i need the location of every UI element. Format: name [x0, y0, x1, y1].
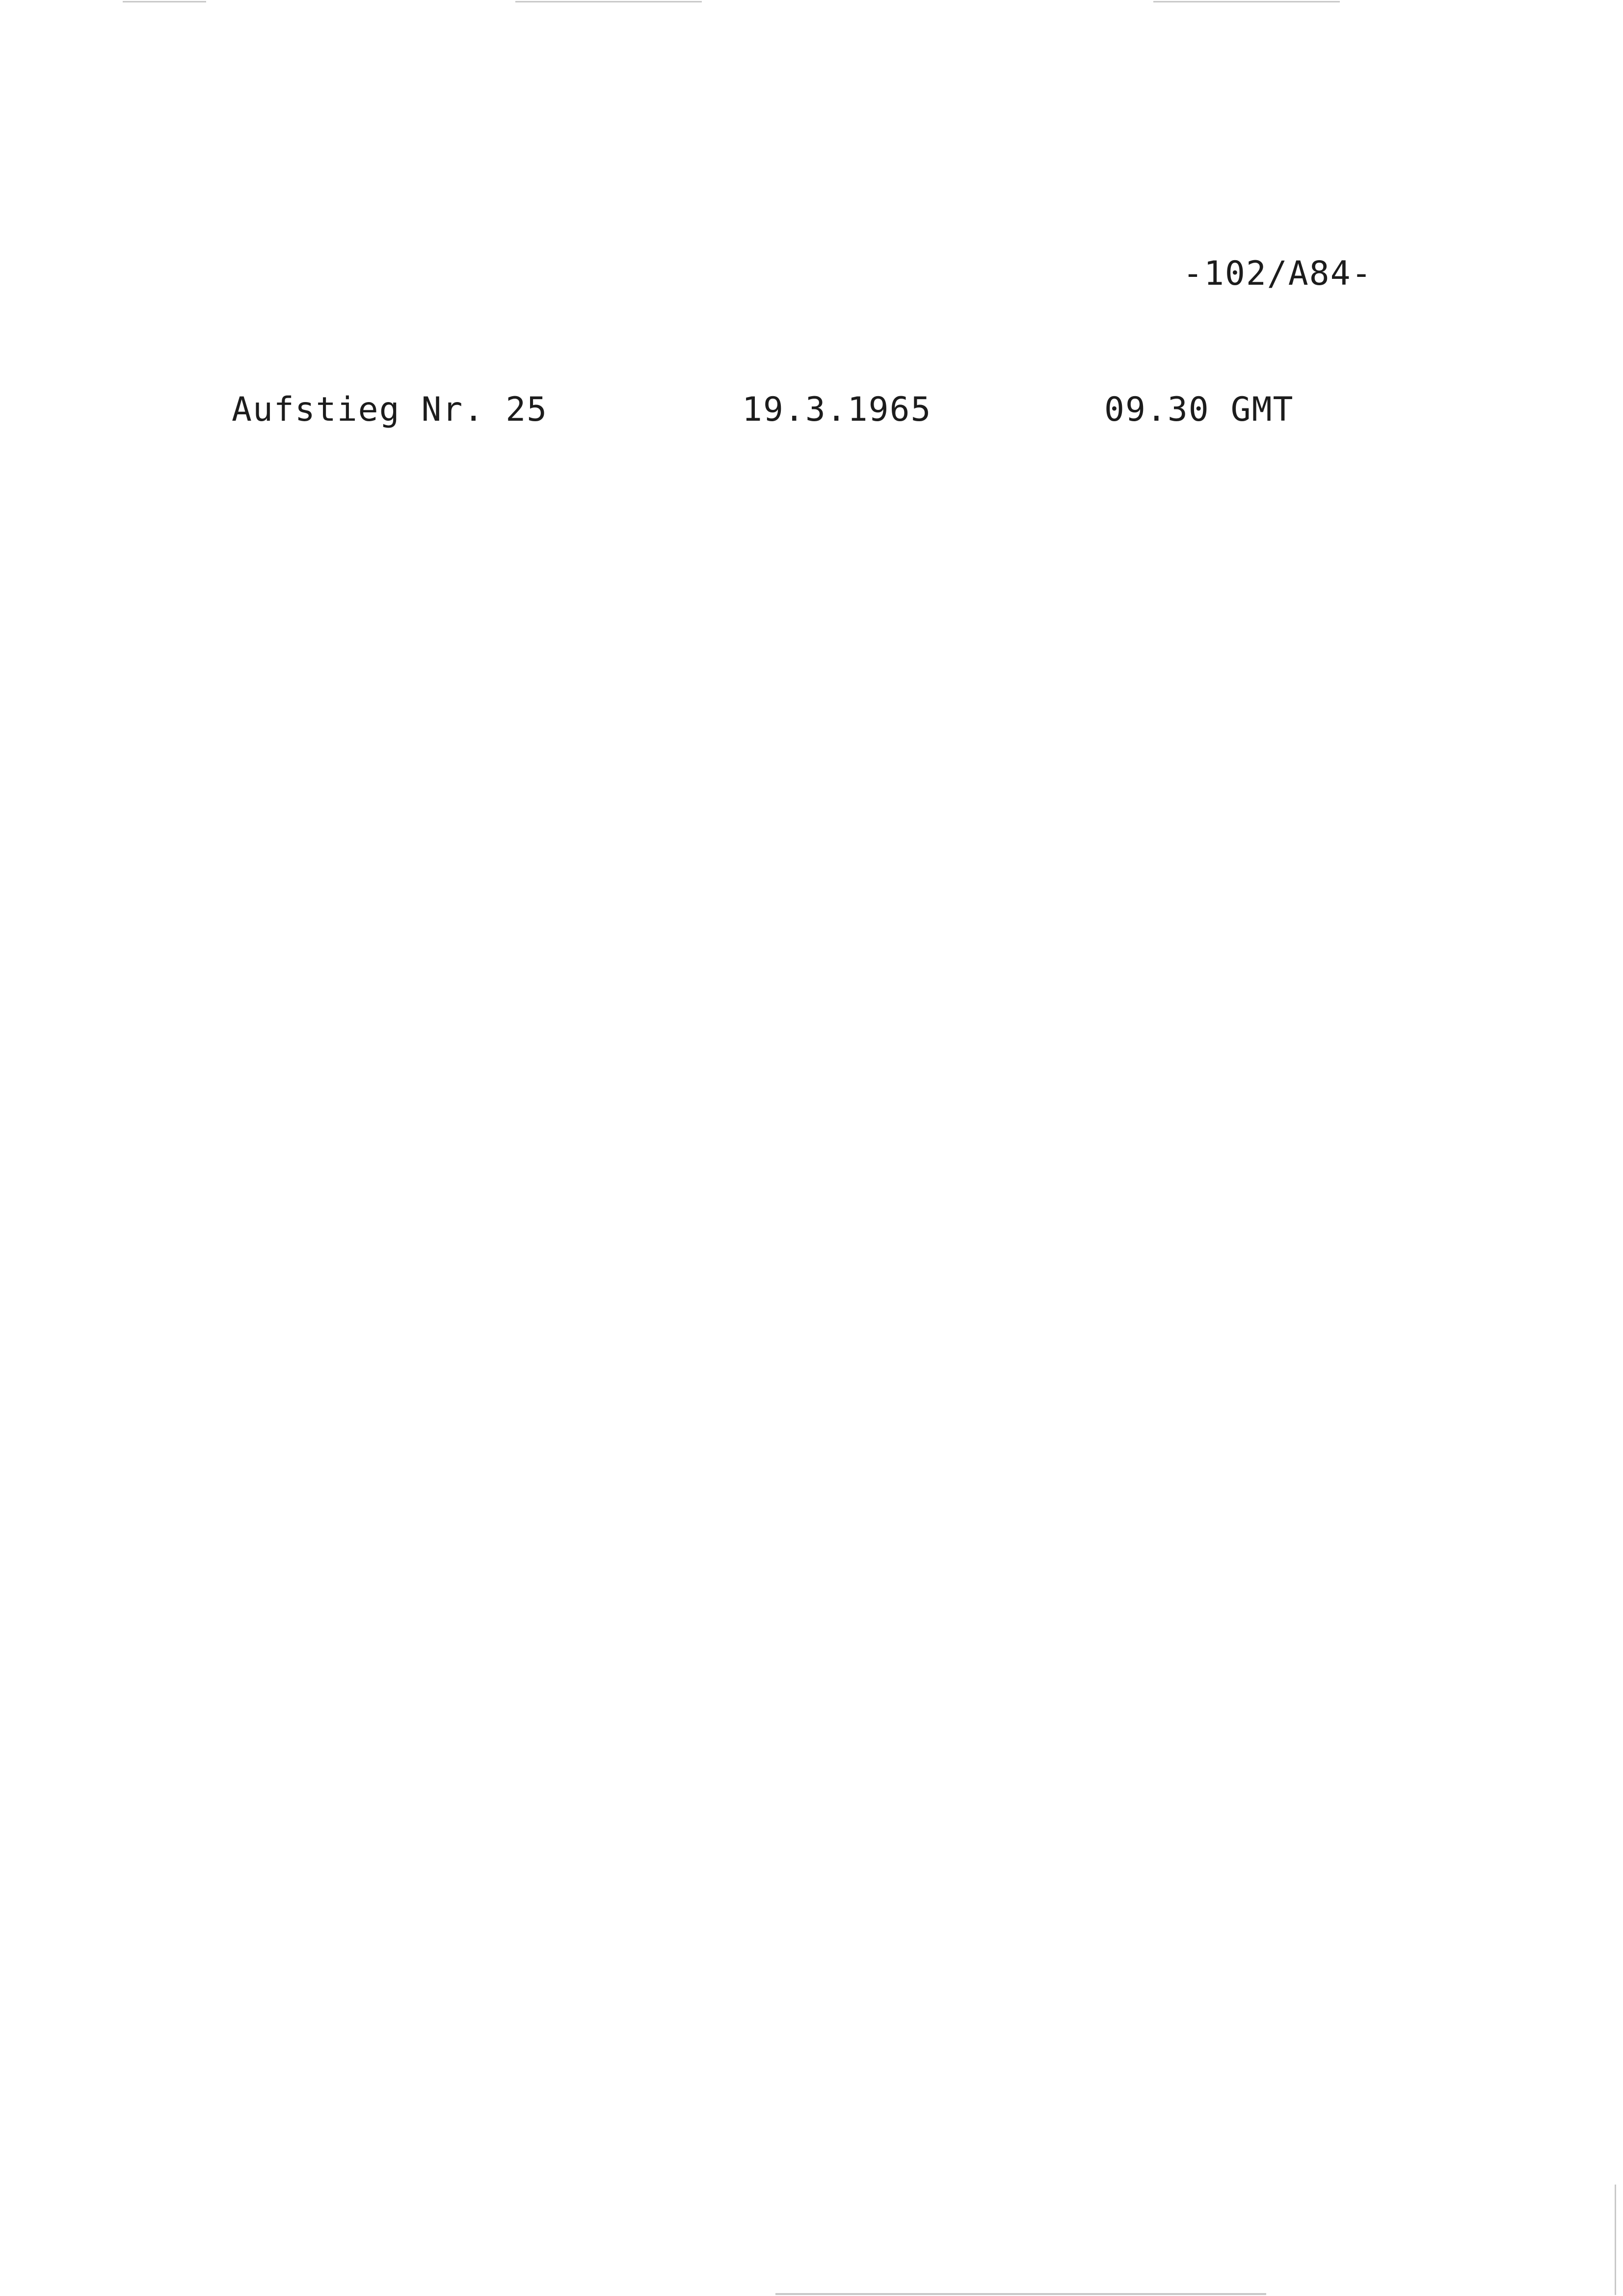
scan-edge-right	[1615, 2185, 1616, 2295]
scan-edge-top-mid	[515, 1, 702, 2]
scan-edge-top-left	[123, 1, 206, 2]
ascent-number: Aufstieg Nr. 25	[232, 390, 548, 429]
ascent-date: 19.3.1965	[742, 390, 932, 429]
ascent-time: 09.30 GMT	[1104, 390, 1294, 429]
scan-edge-top-right	[1153, 1, 1340, 2]
page-reference: -102/A84-	[1183, 254, 1373, 293]
scan-edge-bottom	[775, 2293, 1266, 2295]
